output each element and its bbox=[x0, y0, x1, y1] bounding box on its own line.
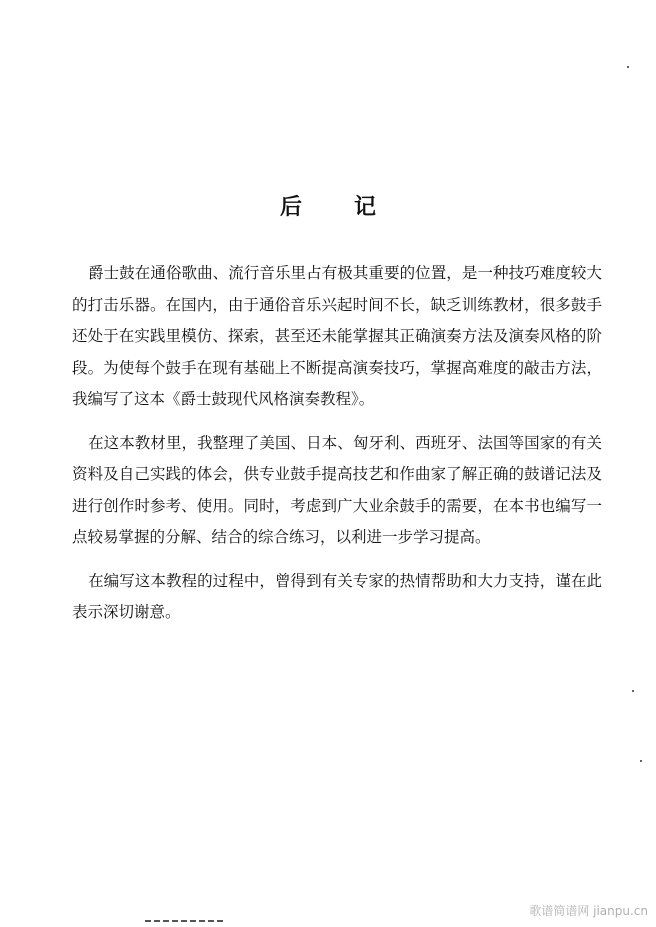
scan-speck bbox=[632, 690, 634, 692]
afterword-body bbox=[72, 258, 602, 641]
title-char-1: 后 bbox=[279, 194, 302, 220]
paragraph-2-text: 在这本教材里，我整理了美国、日本、匈牙利、西班牙、法国等国家的有关资料及自己实践的体会，供专业鼓手提高技艺和作曲家了解正确的鼓谱记法及进行创作时参考、使用。同时，考虑到广大业余鼓手的需要，在本书也编写一点较易掌握的分解、结合的综合练习，以利进一步学习提高。 bbox=[72, 433, 602, 546]
scan-edge-mark bbox=[145, 920, 225, 922]
paragraph-1 bbox=[72, 258, 602, 416]
site-watermark: 歌谱简谱网 jianpu.cn bbox=[529, 904, 648, 918]
paragraph-2 bbox=[72, 428, 602, 554]
paragraph-3 bbox=[72, 566, 602, 629]
paragraph-3-text: 在编写这本教程的过程中，曾得到有关专家的热情帮助和大力支持，谨在此表示深切谢意。 bbox=[72, 571, 602, 621]
page-title bbox=[0, 190, 656, 221]
scan-speck bbox=[640, 760, 642, 762]
title-char-2: 记 bbox=[354, 194, 377, 220]
paragraph-1-text: 爵士鼓在通俗歌曲、流行音乐里占有极其重要的位置，是一种技巧难度较大的打击乐器。在国内，由于通俗音乐兴起时间不长，缺乏训练教材，很多鼓手还处于在实践里模仿、探索，甚至还未能掌握其正确演奏方法及演奏风格的阶段。为使每个鼓手在现有基础上不断提高演奏技巧，掌握高难度的敲击方法，我编写了这本《爵士鼓现代风格演奏教程》。 bbox=[72, 264, 602, 408]
scan-speck bbox=[627, 66, 629, 68]
